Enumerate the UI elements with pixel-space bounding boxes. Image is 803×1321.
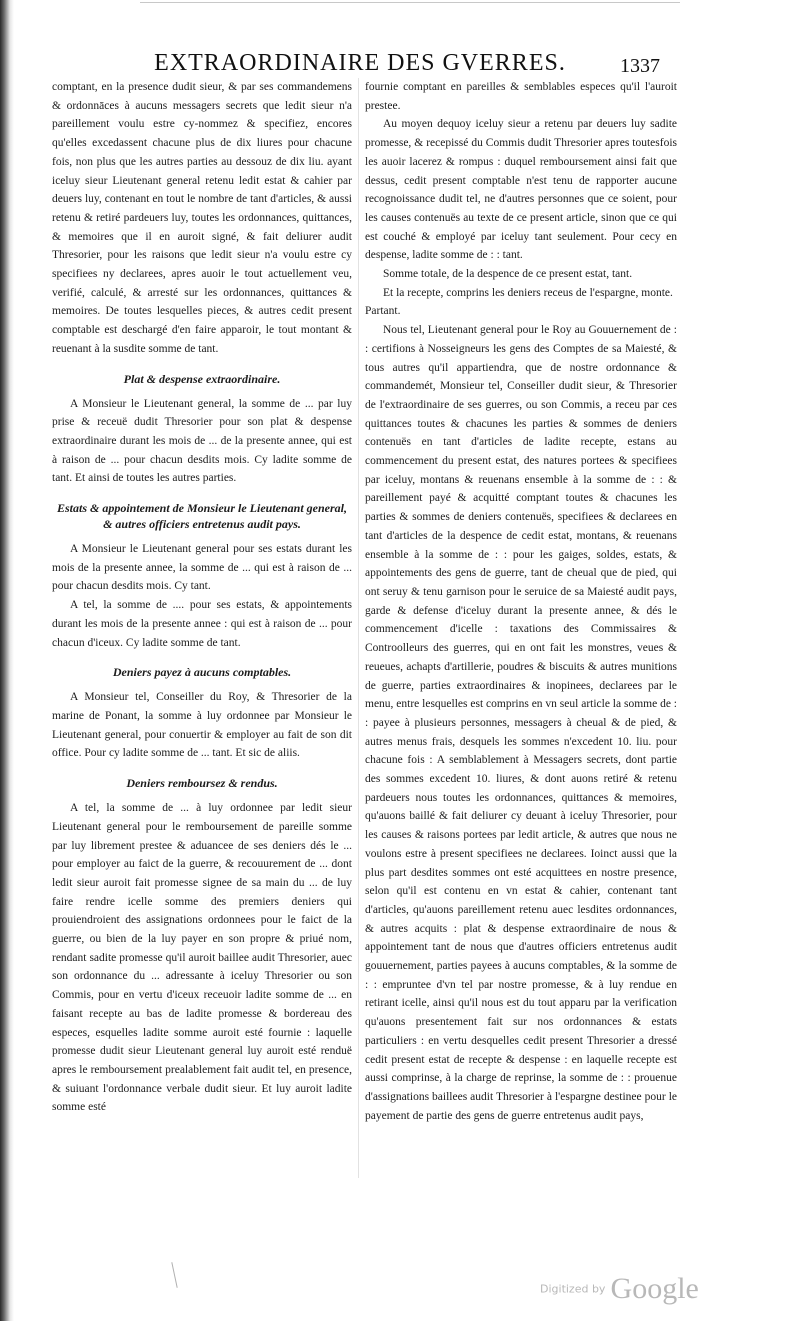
paragraph-au-moyen: Au moyen dequoy iceluy sieur a retenu par deuers luy sadite promesse, & recepissé du Commis dudit Thresorier apres toutesfois les auoir lacerez & rompus : duquel remboursement ainsi fait que dessus, cedit present comptable n'est tenu de rapporter aucune recognoissance dudit tel, ne d'autres personnes que ce soient, pour les causes contenuës au texte de ce present article, sinon que ce qui est couché & employé par iceluy tant seulement. Pour cecy en despense, ladite somme de : : tant. xyxy=(365,118,677,262)
left-column xyxy=(52,78,352,1117)
paragraph-estats-2: A tel, la somme de .... pour ses estats, & appointements durant les mois de la presente annee : qui est à raison de ... pour chacun d'iceux. Cy ladite somme de tant. xyxy=(52,599,352,649)
column-gutter xyxy=(358,78,359,1178)
paragraph-continuation: fournie comptant en pareilles & semblables especes qu'il l'auroit prestee. xyxy=(365,81,677,112)
paragraph-deniers-rembourses: A tel, la somme de ... à luy ordonnee par ledit sieur Lieutenant general pour le remboursement de pareille somme par luy librement prestee & aduancee de ses deniers dés le ... pour employer au faict de la guerre, & recouurement de ... dont ledit sieur auroit fait promesse signee de sa main du ... de luy faire rendre icelle somme des premiers deniers qui prouiendroient des assignations ordonnees pour le faict de la guerre, ou bien de la luy payer en son propre & priué nom, rendant sadite promesse qu'il auroit baillee audit Thresorier, auec son ordonnance du ... adressante à iceluy Thresorier ou son Commis, pour en vertu d'iceux receuoir ladite somme de ... en faisant recepte au bas de ladite promesse & bordereau des especes, esquelles ladite somme auroit esté fournie : laquelle promesse dudit sieur Lieutenant general luy auroit esté renduë apres le remboursement prealablement fait audit tel, en presence, & suiuant l'ordonnance verbale dudit sieur. Et luy auroit ladite somme esté xyxy=(52,802,352,1114)
paragraph-deniers-payez: A Monsieur tel, Conseiller du Roy, & Thresorier de la marine de Ponant, la somme à luy ordonnee par Monsieur le Lieutenant general, pour conuertir & employer au fait de son dit office. Pour cy ladite somme de ... tant. Et sic de aliis. xyxy=(52,691,352,760)
paragraph-somme-totale: Somme totale, de la despence de ce present estat, tant. xyxy=(383,268,633,281)
digitized-by-label: Digitized by xyxy=(540,1282,606,1296)
paragraph-plat: A Monsieur le Lieutenant general, la somme de ... par luy prise & receuë dudit Thresorier pour son plat & despense extraordinaire durant les mois de ... de la presente annee, qui est à raison de ... pour chacun desdits mois. Cy ladite somme de tant. Et ainsi de toutes les autres parties. xyxy=(52,397,352,485)
paragraph-intro: comptant, en la presence dudit sieur, & par ses commandemens & ordonnāces à aucuns messagers secrets que ledit sieur n'a pareillement voulu estre cy-nommez & specifiez, encores qu'elles excedassent chacune plus de dix liures pour chacune fois, non plus que les autres parties au dessouz de dix liu. ayant iceluy sieur Lieutenant general retenu ledit estat & cahier par deuers luy, contenant en tout le nombre de tant d'articles, & aussi retenu & retiré pardeuers luy, toutes les ordonnances, quittances, & memoires que il en auroit signé, & fait deliurer audit Thresorier, pour les raisons que ledit sieur n'a voulu estre cy specifiees ny declarees, apres auoir le tout actuellement veu, verifié, calculé, & arresté sur les ordonnances, quittances & memoires. De toutes lesquelles pieces, & autres cedit present comptable est deschargé d'en faire apparoir, le tout montant & reuenant à la susdite somme de tant. xyxy=(52,81,352,355)
paragraph-estats-1: A Monsieur le Lieutenant general pour ses estats durant les mois de la presente annee, la somme de ... qui est à raison de ... pour chacun desdits mois. Cy tant. xyxy=(52,543,352,593)
google-logo-text: Google xyxy=(610,1272,699,1305)
paragraph-certification: Nous tel, Lieutenant general pour le Roy au Gouuernement de : : certifions à Nosseigneurs les gens des Comptes de sa Maiesté, & tous autres qu'il appartiendra, que de nostre ordonnance & commandemét, Monsieur tel, Conseiller dudit sieur, & Thresorier de l'extraordinaire de ses guerres, ou son Commis, a receu par ces quittances toutes & chacunes les parties & sommes de deniers contenuës en tant d'articles de ladite recepte, estans au commencement du present estat, des natures portees & specifiees par iceluy, montans & reuenans ensemble à la somme de : : & pareillement payé & acquitté comptant toutes & chacunes les parties & sommes de deniers contenuës, specifiees & declarees en tant d'articles de la despence de cedit estat, montans, & reuenans ensemble à la somme de : : pour les gaiges, soldes, estats, & appointements des gens de guerre, tant de cheual que de pied, qui ont seruy & tenu garnison pour le seruice de sa Maiesté audit pays, garde & defense d'iceluy durant la presente annee, & dés le commencement d'icelle : taxations des Commissaires & Controolleurs des guerres, qui en ont fait les monstres, veues & reueues, achapts d'artillerie, poudres & biscuits & autres munitions de guerre, parties extraordinaires & inopinees, declarees par le menu, entre lesquelles est comprins en vn seul article la somme de : : payee à plusieurs personnes, messagers à cheual & de pied, & autres menus frais, desquels les sommes n'excedent 10. liu. pour chacune fois : A semblablement à Messagers secrets, dont partie des sommes excedent 10. liures, & dont auons retiré & retenu pardeuers nous toutes les ordonnances, quittances & memoires, qu'auons baillé & fait deliurer cy deuant à iceluy Thresorier, pour les causes & raisons portees par ledit article, & autres que nous ne voulons estre à present specifiees ne declarees. Ioinct aussi que la plus part desdites sommes ont esté acquittees en nostre presence, selon qu'il est contenu en vn estat & cahier, contenant tant d'articles, qu'auons pareillement retenu auec lesdites ordonnances, & autres acquits : plat & despense extraordinaire de nous & appointement tant de nous que d'autres officiers entretenus audit gouuernement, parties payees à aucuns comptables, & la somme de : : empruntee d'vn tel par nostre promesse, & à luy rendue en retirant icelle, ainsi qu'il nous est du tout apparu par la verification qu'auons presentement fait sur nos ordonnances & estats particuliers : en vertu desquelles cedit present Thresorier a dressé cedit present estat de recepte & despense : en laquelle recepte est aussi comprinse, à la charge de reprinse, la somme de : : prouenue d'assignations baillees audit Thresorier à l'espargne destinee pour le payement de partie des gens de guerre entretenus audit pays, xyxy=(365,324,678,1122)
paragraph-recepte: Et la recepte, comprins les deniers receus de l'espargne, monte. xyxy=(383,286,673,299)
stray-mark xyxy=(171,1262,177,1288)
heading-deniers-payez: Deniers payez à aucuns comptables. xyxy=(112,665,292,680)
running-title: EXTRAORDINAIRE DES GVERRES. xyxy=(154,50,566,76)
paragraph-partant: Partant. xyxy=(365,305,401,318)
right-column xyxy=(365,78,677,1125)
page-number: 1337 xyxy=(620,55,660,77)
heading-deniers-rembourses: Deniers remboursez & rendus. xyxy=(126,776,278,791)
heading-plat: Plat & despense extraordinaire. xyxy=(123,371,281,386)
top-rule xyxy=(140,2,680,3)
heading-estats: Estats & appointement de Monsieur le Lieutenant general, & autres officiers entretenus audit pays. xyxy=(56,501,348,532)
google-watermark xyxy=(540,1272,780,1308)
book-spine-shadow xyxy=(0,0,14,1321)
